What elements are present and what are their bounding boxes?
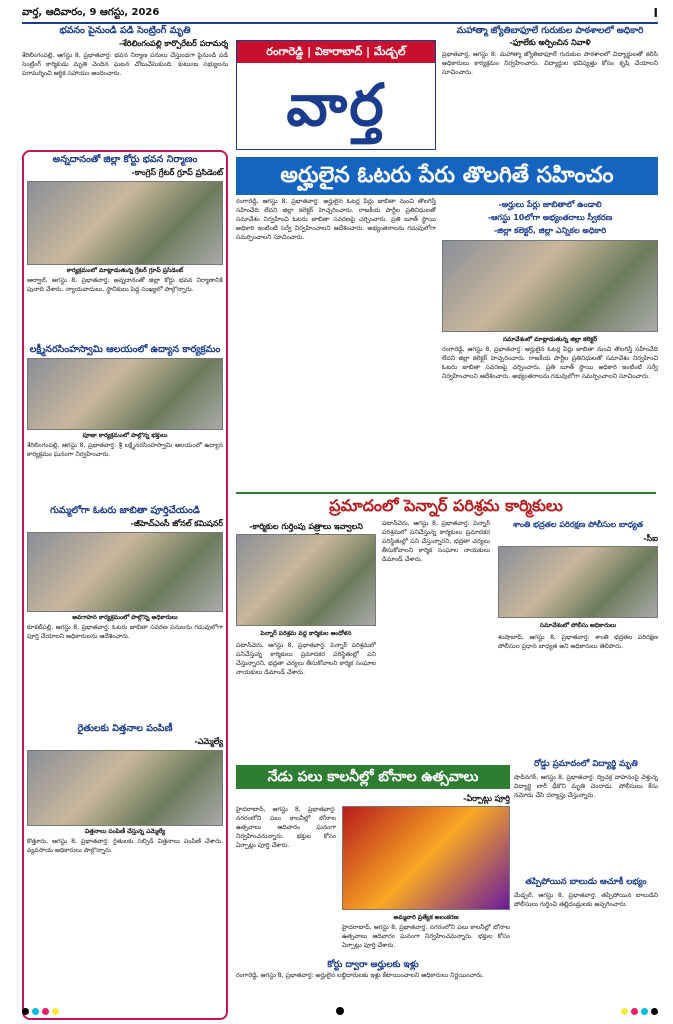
accident-headline: రోడ్డు ప్రమాదంలో విద్యార్థి మృతి xyxy=(534,759,638,769)
story-body: శేరిలింగంపల్లి, ఆగస్టు 8, ప్రభాతవార్త: శ్రీ లక్ష్మీనరసింహస్వామి ఆలయంలో ఉద్యాన కార్యక్రమం ఘనంగా నిర్వహించారు. xyxy=(27,441,223,458)
news-photo xyxy=(27,181,223,265)
police-body: శంషాబాద్, ఆగస్టు 8, ప్రభాతవార్త: శాంతి భద్రతల పరిరక్షణ పోలీసుల ప్రధాన బాధ్యత అని అధికారులు తెలిపారు. xyxy=(498,634,658,650)
edition-date: వార్త, ఆదివారం, 9 ఆగస్టు, 2026 xyxy=(22,7,160,18)
missing-boy-body: మేడ్చల్, ఆగస్టు 8, ప్రభాతవార్త: తప్పిపోయిన బాలుడిని పోలీసులు గుర్తించి తల్లిదండ్రులకు అప్పగించారు. xyxy=(514,892,658,908)
lead-sub-3: -జిల్లా కలెక్టర్, జిల్లా ఎన్నికల అధికారి xyxy=(493,226,607,235)
pennar-body: పటాన్‌చెరు, ఆగస్టు 8, ప్రభాతవార్త: పెన్నార్ పరిశ్రమలో పనిచేస్తున్న కార్మికులు ప్రమాదకర పరిస్థితుల్లో పని చేస్తున్నారని, భద్రతా చర్యలు తీసుకోవాలని కార్మిక సంఘాల నాయకులు డిమాండ్ చేశారు. xyxy=(236,642,376,676)
bonalu-caption: అమ్మవారి ప్రత్యేక అలంకరణ xyxy=(393,914,459,921)
pennar-headline: ప్రమాదంలో పెన్నార్ పరిశ్రమ కార్మికులు xyxy=(236,492,656,516)
police-photo xyxy=(498,546,658,618)
district-bar: రంగారెడ్డి | వికారాబాద్ | మేడ్చల్ xyxy=(237,41,435,63)
photo-caption: అవగాహన కార్యక్రమంలో పాల్గొన్న అధికారులు xyxy=(72,613,178,621)
photo-caption: పూజా కార్యక్రమంలో పాల్గొన్న భక్తులు xyxy=(82,431,168,439)
lead-subheads xyxy=(442,198,658,239)
bordered-story-box xyxy=(22,150,228,1020)
lead-story-body: రంగారెడ్డి, ఆగస్టు 8, ప్రభాతవార్త: అర్హులైన ఓటర్ల పేర్లు జాబితా నుంచి తొలగిస్తే సహించేది లేదని జిల్లా కలెక్టర్ హెచ్చరించారు. రాజకీయ పార్టీల ప్రతినిధులతో సమావేశం నిర్వహించి ఓటరు జాబితా సవరణపై చర్చించారు. ప్రతి బూత్ స్థాయి అధికారి ఇంటింటి సర్వే నిర్వహించాలని ఆదేశించారు. అభ్యంతరాలను గడువులోగా సమర్పించాలని సూచించారు. xyxy=(236,198,436,241)
missing-boy-headline: తప్పిపోయిన బాలుడు ఆచూకీ లభ్యం xyxy=(525,877,647,887)
lead-photo-caption: సమావేశంలో మాట్లాడుతున్న జిల్లా కలెక్టర్ xyxy=(502,336,598,343)
photo-caption: కార్యక్రమంలో మాట్లాడుతున్న గ్రేటర్ గ్రూప్ ప్రసిడెంట్ xyxy=(66,266,184,274)
registration-mark-icon xyxy=(336,1007,344,1015)
masthead xyxy=(236,40,436,150)
photo-caption: విత్తనాలు పంపిణీ చేస్తున్న ఎమ్మెల్యే xyxy=(84,827,166,835)
subheadline: -ఫూలేకు అర్పించిన నివాళి xyxy=(509,38,591,48)
headline: లక్ష్మీనరసింహస్వామి ఆలయంలో ఉద్యాన కార్యక్రమం xyxy=(29,343,221,355)
lead-headline: అర్హులైన ఓటరు పేరు తొలగితే సహించం xyxy=(236,157,658,195)
story-body: ప్రభాతవార్త, ఆగస్టు 8: మహాత్మా జ్యోతిబాఫూలే గురుకుల పాఠశాలలో విద్యార్థులతో కలిసి అధికారులు కార్యక్రమం నిర్వహించారు. విద్యార్థుల భవిష్యత్తు కోసం కృషి చేయాలని సూచించారు. xyxy=(442,51,658,77)
story-left-1 xyxy=(22,26,228,144)
headline: రైతులకు విత్తనాల పంపిణీ xyxy=(77,722,173,734)
police-headline: శాంతి భద్రతల పరిరక్షణ పోలీసుల బాధ్యత xyxy=(512,520,644,529)
newspaper-logo: వార్త xyxy=(286,71,386,139)
story-body: ఆల్వాల్, ఆగస్టు 8, ప్రభాతవార్త: అన్నదానంతో జిల్లా కోర్టు భవన నిర్మాణానికి పునాది వేశారు. న్యాయవాదులు, స్థానికులు పెద్ద సంఖ్యలో పాల్గొన్నారు. xyxy=(27,276,223,293)
pennar-sub: -కార్మికుల గుర్తింపు పత్రాలు ఇవ్వాలని xyxy=(249,522,363,531)
news-photo xyxy=(27,750,223,826)
police-sub: -సీఐ xyxy=(643,534,658,543)
bonalu-sub: -ఏర్పాట్లు పూర్తి xyxy=(463,794,510,803)
subheadline: -కాంగ్రెస్ గ్రేటర్ గ్రూప్ ప్రసిడెంట్ xyxy=(131,167,223,177)
left-column xyxy=(22,26,228,1020)
headline: గుమ్మలోగా ఓటరు జాబితా పూర్తిచేయండి xyxy=(50,504,200,516)
police-caption: సమావేశంలో పోలీసు అధికారులు xyxy=(539,622,617,629)
story-body: కూకట్‌పల్లి, ఆగస్టు 8, ప్రభాతవార్త: ఓటరు జాబితా సవరణ పనులను గడువులోగా పూర్తి చేయాలని అధికారులను ఆదేశించారు. xyxy=(27,623,223,640)
news-photo xyxy=(27,532,223,612)
lead-sub-2: -ఆగస్టు 10లోగా అభ్యంతరాలు స్వీకరణ xyxy=(487,213,613,222)
pennar-photo xyxy=(236,534,376,626)
lead-sub-1: -అర్హులు పేర్లు జాబితాలో ఉండాలి xyxy=(498,200,602,209)
housing-body: రంగారెడ్డి, ఆగస్టు 8, ప్రభాతవార్త: అర్హులైన లబ్ధిదారులకు ఇళ్లు కేటాయించాలని అధికారులు నిర్ణయించారు. xyxy=(236,972,484,979)
page-number: I xyxy=(653,6,658,20)
lead-story-body-continued: రంగారెడ్డి, ఆగస్టు 8, ప్రభాతవార్త: అర్హులైన ఓటర్ల పేర్లు జాబితా నుంచి తొలగిస్తే సహించేది లేదని జిల్లా కలెక్టర్ హెచ్చరించారు. రాజకీయ పార్టీల ప్రతినిధులతో సమావేశం నిర్వహించి ఓటరు జాబితా సవరణపై చర్చించారు. ప్రతి బూత్ స్థాయి అధికారి ఇంటింటి సర్వే నిర్వహించాలని ఆదేశించారు. అభ్యంతరాలను గడువులోగా సమర్పించాలని సూచించారు. xyxy=(442,346,658,380)
subheadline: -ఎమ్మెల్యే xyxy=(194,736,223,746)
page-header xyxy=(22,4,658,24)
headline: అన్నదానంతో జిల్లా కోర్టు భవన నిర్మాణం xyxy=(52,153,198,165)
bonalu-headline: నేడు పలు కాలనీల్లో బోనాల ఉత్సవాలు xyxy=(236,765,510,789)
pennar-caption: పెన్నార్ పరిశ్రమ వద్ద కార్మికుల ఆందోళన xyxy=(260,630,352,637)
color-registration-dots xyxy=(621,1008,658,1015)
accident-body: షాద్‌నగర్, ఆగస్టు 8, ప్రభాతవార్త: ద్విచక్ర వాహనంపై వెళ్తున్న విద్యార్థి లారీ ఢీకొని మృతి చెందాడు. పోలీసులు కేసు నమోదు చేసి దర్యాప్తు చేస్తున్నారు. xyxy=(514,774,658,799)
subheadline: -శేరిలింగంపల్లి కార్పొరేటర్ పరామర్శ xyxy=(119,38,228,48)
pennar-body-continued: పటాన్‌చెరు, ఆగస్టు 8, ప్రభాతవార్త: పెన్నార్ పరిశ్రమలో పనిచేస్తున్న కార్మికులు ప్రమాదకర పరిస్థితుల్లో పని చేస్తున్నారని, భద్రతా చర్యలు తీసుకోవాలని కార్మిక సంఘాల నాయకులు డిమాండ్ చేశారు. xyxy=(382,520,490,563)
color-registration-dots xyxy=(22,1008,59,1015)
right-top-story xyxy=(442,26,658,151)
headline: భవనం పైనుండి పడి సెంట్రింగ్ మృతి xyxy=(59,25,191,36)
print-registration-strip xyxy=(22,1004,658,1018)
story-body: కొత్తూరు, ఆగస్టు 8, ప్రభాతవార్త: రైతులకు సబ్సిడీ విత్తనాలు పంపిణీ చేశారు. వ్యవసాయ అధికారులు పాల్గొన్నారు. xyxy=(27,837,223,854)
bonalu-photo xyxy=(342,806,510,910)
news-photo xyxy=(27,358,223,430)
bonalu-body-continued: హైదరాబాద్, ఆగస్టు 8, ప్రభాతవార్త: నగరంలోని పలు కాలనీల్లో బోనాల ఉత్సవాలు ఆదివారం ఘనంగా నిర్వహించనున్నారు. భక్తుల కోసం ఏర్పాట్లు పూర్తి చేశారు. xyxy=(342,924,510,949)
headline: మహాత్మా జ్యోతిబాఫూలే గురుకుల పాఠశాలలో అధికారి xyxy=(456,26,644,36)
subheadline: -జీహెచ్ఎంసీ జోనల్ కమిషనర్ xyxy=(130,518,223,528)
housing-headline: కోర్టు ద్వారా అర్హులకు ఇళ్లు xyxy=(327,960,419,970)
lead-photo xyxy=(442,240,658,332)
story-body: శేరిలింగంపల్లి, ఆగస్టు 8, ప్రభాతవార్త: భవన నిర్మాణ పనులు చేస్తుండగా పైనుండి పడి సెంట్రింగ్ కార్మికుడు మృతి చెందిన ఘటన చోటుచేసుకుంది. కుటుంబ సభ్యులను పరామర్శించి ఆర్థిక సహాయం అందించారు. xyxy=(22,51,228,77)
bonalu-body: హైదరాబాద్, ఆగస్టు 8, ప్రభాతవార్త: నగరంలోని పలు కాలనీల్లో బోనాల ఉత్సవాలు ఆదివారం ఘనంగా నిర్వహించనున్నారు. భక్తుల కోసం ఏర్పాట్లు పూర్తి చేశారు. xyxy=(236,806,336,849)
